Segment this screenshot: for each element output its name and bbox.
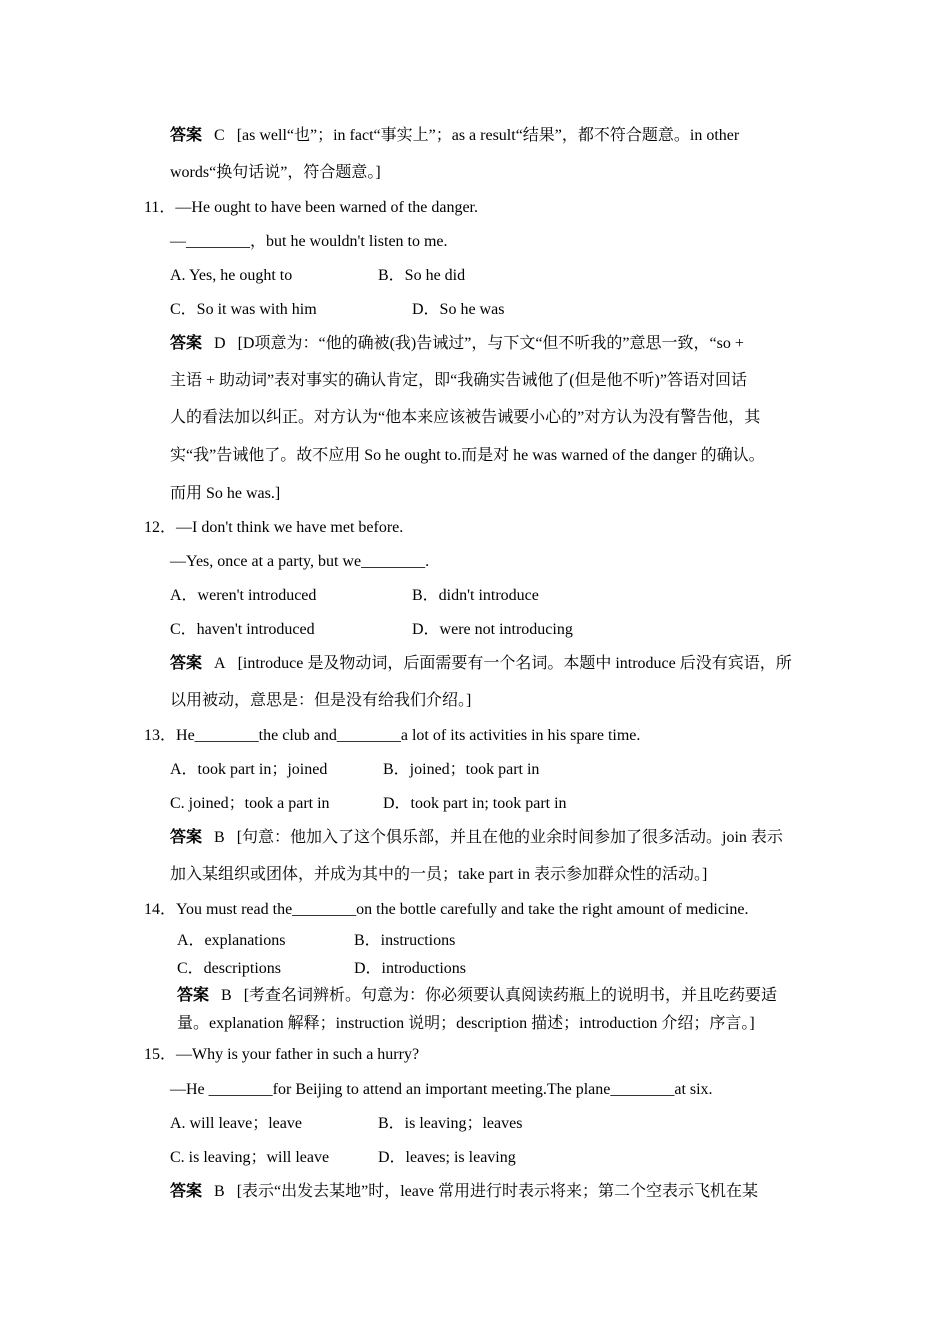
option-b: B．is leaving；leaves [378, 1115, 523, 1132]
question-number: 14． [144, 901, 177, 918]
answer-key: B [214, 829, 225, 846]
question-number: 15． [144, 1046, 177, 1063]
answer-label: 答案 [170, 1183, 203, 1200]
question-12-stem [144, 518, 403, 538]
question-11-stem [144, 198, 478, 218]
stem-line: —He ________for Beijing to attend an important meeting.The plane________at six. [170, 1081, 713, 1098]
option-a: A．weren't introduced [170, 587, 317, 604]
option-a: A. will leave；leave [170, 1115, 302, 1132]
explanation-line: 以用被动，意思是：但是没有给我们介绍。] [170, 692, 472, 709]
stem-text: —Why is your father in such a hurry? [176, 1046, 420, 1063]
explanation-text: [D项意为：“他的确被(我)告诫过”，与下文“但不听我的”意思一致，“so + [237, 335, 744, 352]
option-c: C．haven't introduced [170, 621, 315, 638]
option-b: B．joined；took part in [383, 761, 540, 778]
answer-line-q12 [170, 654, 792, 674]
stem-line: —________，but he wouldn't listen to me. [170, 233, 448, 250]
answer-line-q15 [170, 1182, 758, 1202]
option-a: A．explanations [177, 932, 286, 949]
option-b: B．instructions [354, 932, 456, 949]
answer-label: 答案 [170, 655, 203, 672]
stem-text: —He ought to have been warned of the danger. [175, 199, 478, 216]
answer-line-q10 [170, 126, 739, 146]
answer-line-q11 [170, 334, 744, 354]
explanation-line: 量。explanation 解释；instruction 说明；description 描述；introduction 介绍；序言。] [177, 1015, 755, 1032]
option-c: C．So it was with him [170, 301, 317, 318]
question-15-stem [144, 1045, 419, 1065]
question-number: 11． [144, 199, 176, 216]
question-13-stem [144, 726, 640, 746]
explanation-line: 人的看法加以纠正。对方认为“他本来应该被告诫要小心的”对方认为没有警告他，其 [170, 409, 761, 426]
answer-label: 答案 [170, 127, 203, 144]
explanation-line: 主语 + 助动词”表对事实的确认肯定，即“我确实告诫他了(但是他不听)”答语对回话 [170, 372, 747, 389]
answer-line-q13 [170, 828, 783, 848]
option-d: D．were not introducing [412, 621, 573, 638]
stem-line: —Yes, once at a party, but we________. [170, 553, 430, 570]
explanation-text: [introduce 是及物动词，后面需要有一个名词。本题中 introduce 后没有宾语，所 [237, 655, 792, 672]
explanation-line: 加入某组织或团体，并成为其中的一员；take part in 表示参加群众性的活动。] [170, 866, 708, 883]
explanation-text: [句意：他加入了这个俱乐部，并且在他的业余时间参加了很多活动。join 表示 [236, 829, 783, 846]
answer-key: A [214, 655, 226, 672]
question-number: 12． [144, 519, 177, 536]
option-d: D．took part in; took part in [383, 795, 567, 812]
answer-label: 答案 [170, 829, 203, 846]
option-d: D．leaves; is leaving [378, 1149, 516, 1166]
answer-key: B [214, 1183, 225, 1200]
explanation-text: [as well“也”；in fact“事实上”；as a result“结果”，都不符合题意。in other [236, 127, 740, 144]
option-d: D．So he was [412, 301, 505, 318]
option-c: C. joined；took a part in [170, 795, 330, 812]
answer-key: B [221, 987, 232, 1004]
explanation-text: [考查名词辨析。句意为：你必须要认真阅读药瓶上的说明书，并且吃药要适 [243, 987, 778, 1004]
explanation-line: words“换句话说”，符合题意。] [170, 164, 381, 181]
answer-key: D [214, 335, 226, 352]
question-number: 13． [144, 727, 177, 744]
answer-key: C [214, 127, 225, 144]
stem-text: He________the club and________a lot of its activities in his spare time. [176, 727, 641, 744]
answer-label: 答案 [170, 335, 203, 352]
option-d: D．introductions [354, 960, 466, 977]
option-c: C. is leaving；will leave [170, 1149, 330, 1166]
explanation-line: 而用 So he was.] [170, 485, 281, 502]
answer-label: 答案 [177, 987, 210, 1004]
option-c: C．descriptions [177, 960, 281, 977]
answer-line-q14 [177, 986, 777, 1006]
explanation-text: [表示“出发去某地”时，leave 常用进行时表示将来；第二个空表示飞机在某 [236, 1183, 758, 1200]
stem-text: You must read the________on the bottle carefully and take the right amount of medicine. [176, 901, 749, 918]
explanation-line: 实“我”告诫他了。故不应用 So he ought to.而是对 he was warned of the danger 的确认。 [170, 447, 765, 464]
stem-text: —I don't think we have met before. [176, 519, 404, 536]
option-b: B．So he did [378, 267, 466, 284]
question-14-stem [144, 900, 748, 920]
option-a: A. Yes, he ought to [170, 267, 293, 284]
option-a: A．took part in；joined [170, 761, 328, 778]
option-b: B．didn't introduce [412, 587, 539, 604]
